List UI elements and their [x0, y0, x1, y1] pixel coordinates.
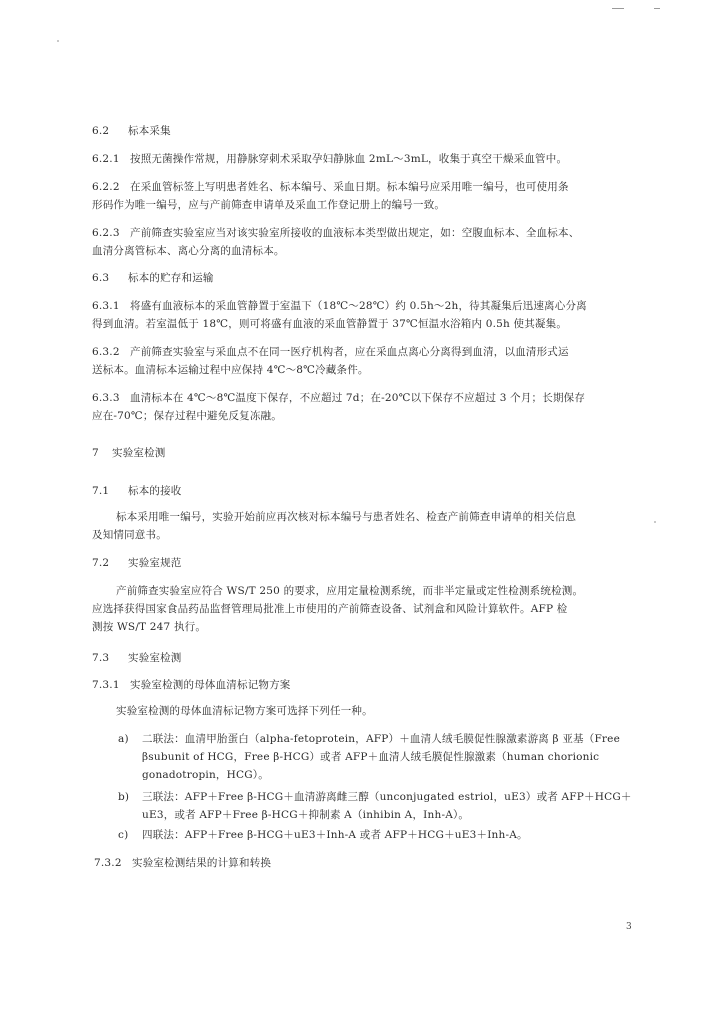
- para-7-3-1-intro: 实验室检测的母体血清标记物方案可选择下列任一种。: [116, 705, 373, 717]
- para-6-3-1-line2: 得到血清。若室温低于 18℃，则可将盛有血液的采血管静置于 37℃恒温水浴箱内 0.5h 使其凝集。: [92, 318, 568, 330]
- list-item-a-line2: βsubunit of HCG，Free β-HCG）或者 AFP＋血清人绒毛膜促性腺激素（human chorionic: [142, 751, 600, 763]
- para-6-2-2-line2: 形码作为唯一编号，应与产前筛查申请单及采血工作登记册上的编号一致。: [92, 199, 446, 211]
- heading-7-3-1: 7.3.1 实验室检测的母体血清标记物方案: [92, 679, 291, 691]
- heading-7: 7 实验室检测: [92, 447, 166, 459]
- para-6-2-3-line2: 血清分离管标本、离心分离的血清标本。: [92, 245, 285, 257]
- heading-7-3: 7.3 实验室检测: [92, 652, 182, 664]
- para-6-3-2-line2: 送标本。血清标本运输过程中应保持 4℃～8℃冷藏条件。: [92, 364, 369, 376]
- para-6-3-1-line1: 6.3.1 将盛有血液标本的采血管静置于室温下（18℃～28℃）约 0.5h～2h，待其凝集后迅速离心分离: [92, 300, 587, 312]
- para-7-1-line2: 及知情同意书。: [92, 529, 167, 541]
- scan-mark: [612, 8, 624, 9]
- para-6-3-2-line1: 6.3.2 产前筛查实验室与采血点不在同一医疗机构者，应在采血点离心分离得到血清，以血清形式运: [92, 346, 569, 358]
- scan-speck: [57, 40, 59, 42]
- page-number: 3: [626, 922, 632, 932]
- scan-speck: [654, 521, 656, 523]
- list-item-b-line1: b) 三联法：AFP＋Free β-HCG＋血清游离雌三醇（unconjugated estriol，uE3）或者 AFP＋HCG＋: [118, 791, 632, 803]
- para-7-2-line2: 应选择获得国家食品药品监督管理局批准上市使用的产前筛查设备、试剂盒和风险计算软件。AFP 检: [92, 603, 568, 615]
- para-6-3-3-line2: 应在-70℃；保存过程中避免反复冻融。: [92, 410, 282, 422]
- scan-mark: [654, 8, 660, 9]
- list-item-a-line3: gonadotropin，HCG）。: [142, 769, 269, 781]
- heading-6-2: 6.2 标本采集: [92, 125, 171, 137]
- list-item-b-line2: uE3，或者 AFP＋Free β-HCG＋抑制素 A（inhibin A，Inh-A）。: [142, 809, 470, 821]
- para-7-1-line1: 标本采用唯一编号，实验开始前应再次核对标本编号与患者姓名、检查产前筛查申请单的相关信息: [116, 511, 577, 523]
- heading-7-3-2: 7.3.2 实验室检测结果的计算和转换: [94, 857, 272, 869]
- list-item-c-line1: c) 四联法：AFP＋Free β-HCG＋uE3＋Inh-A 或者 AFP＋HCG＋uE3＋Inh-A。: [118, 829, 528, 841]
- para-7-2-line1: 产前筛查实验室应符合 WS/T 250 的要求，应用定量检测系统，而非半定量或定性检测系统检测。: [116, 585, 584, 597]
- para-6-3-3-line1: 6.3.3 血清标本在 4℃～8℃温度下保存，不应超过 7d；在-20℃以下保存不应超过 3 个月；长期保存: [92, 392, 586, 404]
- list-item-a-line1: a) 二联法：血清甲胎蛋白（alpha-fetoprotein，AFP）＋血清人绒毛膜促性腺激素游离 β 亚基（Free: [118, 733, 620, 745]
- heading-6-3: 6.3 标本的贮存和运输: [92, 272, 214, 284]
- heading-7-1: 7.1 标本的接收: [92, 485, 182, 497]
- para-6-2-3-line1: 6.2.3 产前筛查实验室应当对该实验室所接收的血液标本类型做出规定，如：空腹血标本、全血标本、: [92, 227, 580, 239]
- para-6-2-1: 6.2.1 按照无菌操作常规，用静脉穿刺术采取孕妇静脉血 2mL～3mL，收集于真空干燥采血管中。: [92, 153, 568, 165]
- para-7-2-line3: 测按 WS/T 247 执行。: [92, 621, 207, 633]
- heading-7-2: 7.2 实验室规范: [92, 557, 182, 569]
- para-6-2-2-line1: 6.2.2 在采血管标签上写明患者姓名、标本编号、采血日期。标本编号应采用唯一编号，也可使用条: [92, 181, 569, 193]
